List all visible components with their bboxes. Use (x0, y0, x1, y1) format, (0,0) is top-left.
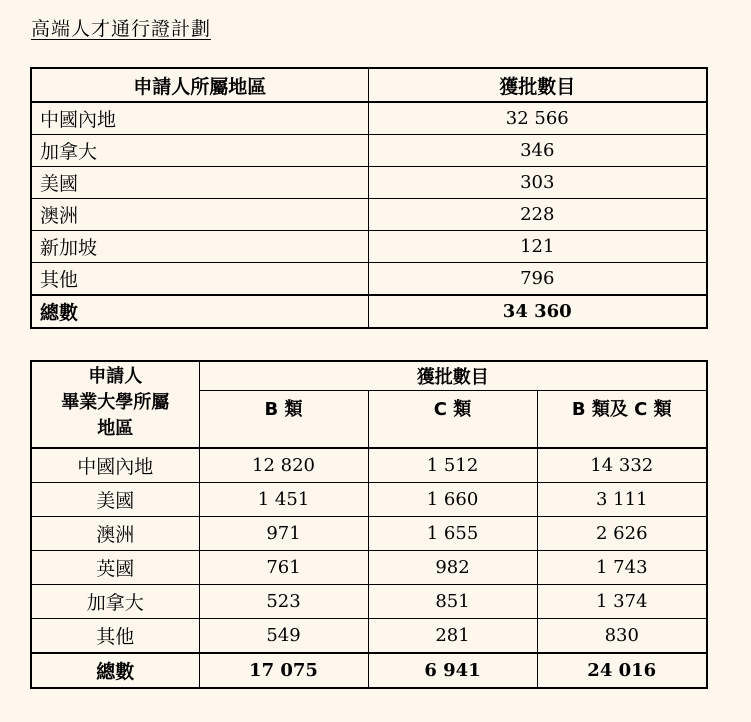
total-row (31, 653, 707, 688)
count-cell: 32 566 (368, 102, 707, 135)
region-cell: 美國 (31, 167, 368, 199)
total-row (31, 295, 707, 328)
category-c-cell: 1 660 (368, 483, 537, 517)
region-cell: 澳洲 (31, 199, 368, 231)
category-b-cell: 523 (199, 585, 368, 619)
total-category-c: 6 941 (368, 653, 537, 688)
region-cell: 加拿大 (31, 135, 368, 167)
approvals-by-region-table (30, 67, 708, 329)
table-row (31, 619, 707, 654)
table-row (31, 135, 707, 167)
count-cell: 346 (368, 135, 707, 167)
table-row (31, 585, 707, 619)
category-b-and-c-cell: 14 332 (537, 448, 707, 483)
category-b-cell: 549 (199, 619, 368, 654)
category-b-cell: 971 (199, 517, 368, 551)
region-cell: 其他 (31, 263, 368, 296)
category-b-and-c-cell: 3 111 (537, 483, 707, 517)
category-c-cell: 281 (368, 619, 537, 654)
count-cell: 228 (368, 199, 707, 231)
category-b-cell: 1 451 (199, 483, 368, 517)
category-b-and-c-cell: 2 626 (537, 517, 707, 551)
region-cell: 英國 (31, 551, 199, 585)
category-c-header: C 類 (368, 391, 537, 449)
table-row (31, 102, 707, 135)
page-heading: 高端人才通行證計劃 (31, 18, 212, 40)
region-cell: 加拿大 (31, 585, 199, 619)
category-b-and-c-header: B 類及 C 類 (537, 391, 707, 449)
total-category-b: 17 075 (199, 653, 368, 688)
table-row (31, 483, 707, 517)
table-header-row (31, 361, 707, 391)
region-header-text: 申請人 畢業大學所屬 地區 (61, 366, 170, 439)
category-b-cell: 761 (199, 551, 368, 585)
approved-count-column-header: 獲批數目 (368, 68, 707, 102)
table-row (31, 231, 707, 263)
category-b-cell: 12 820 (199, 448, 368, 483)
count-cell: 121 (368, 231, 707, 263)
category-b-and-c-cell: 830 (537, 619, 707, 654)
table-row (31, 551, 707, 585)
total-label: 總數 (31, 295, 368, 328)
total-label: 總數 (31, 653, 199, 688)
total-count: 34 360 (368, 295, 707, 328)
category-c-cell: 1 655 (368, 517, 537, 551)
region-column-header: 申請人所屬地區 (31, 68, 368, 102)
category-b-header: B 類 (199, 391, 368, 449)
table-row (31, 199, 707, 231)
region-cell: 其他 (31, 619, 199, 654)
table-row (31, 448, 707, 483)
region-cell: 澳洲 (31, 517, 199, 551)
approved-count-group-header: 獲批數目 (199, 361, 707, 391)
category-b-and-c-cell: 1 374 (537, 585, 707, 619)
table-header-row (31, 68, 707, 102)
count-cell: 303 (368, 167, 707, 199)
total-category-b-and-c: 24 016 (537, 653, 707, 688)
table-row (31, 263, 707, 296)
university-region-column-header (31, 361, 199, 448)
category-c-cell: 1 512 (368, 448, 537, 483)
category-b-and-c-cell: 1 743 (537, 551, 707, 585)
region-cell: 美國 (31, 483, 199, 517)
category-c-cell: 851 (368, 585, 537, 619)
count-cell: 796 (368, 263, 707, 296)
table-row (31, 167, 707, 199)
approvals-by-university-region-table (30, 360, 708, 689)
table-row (31, 517, 707, 551)
region-cell: 中國內地 (31, 448, 199, 483)
category-c-cell: 982 (368, 551, 537, 585)
region-cell: 中國內地 (31, 102, 368, 135)
region-cell: 新加坡 (31, 231, 368, 263)
